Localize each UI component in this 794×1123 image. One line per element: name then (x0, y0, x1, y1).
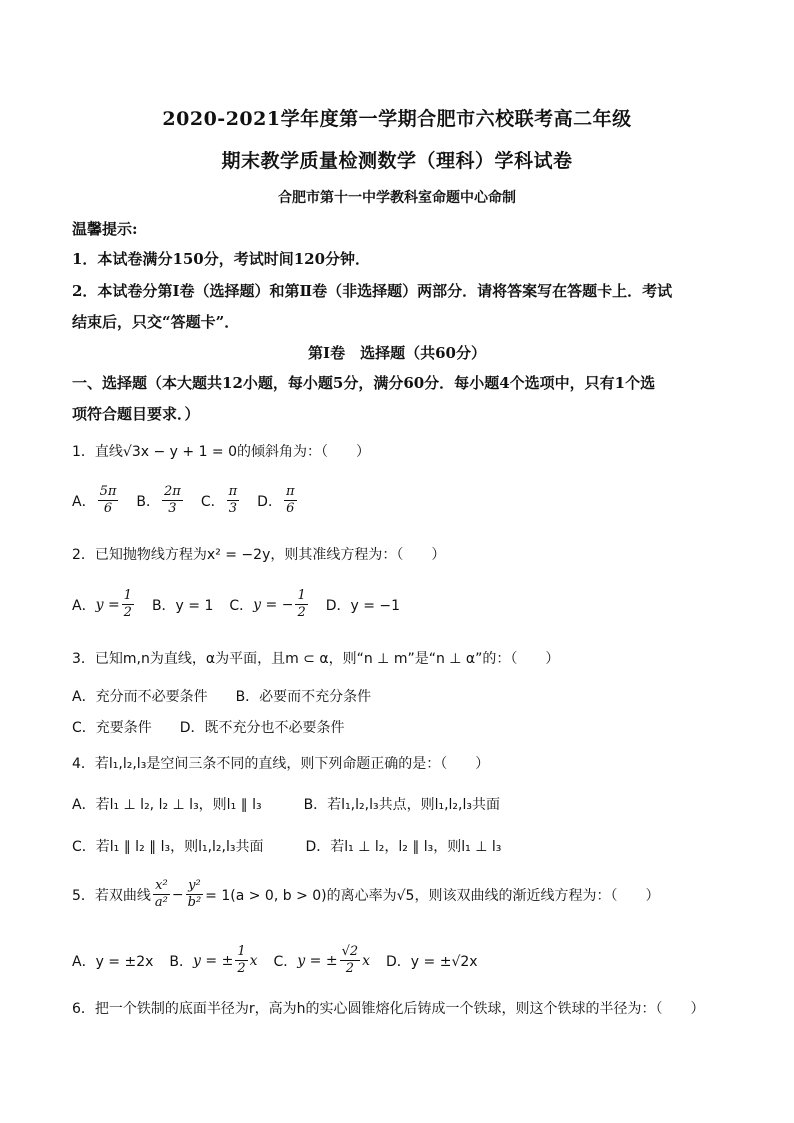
numerator: 5π (99, 484, 117, 499)
q1-option-d (257, 484, 298, 517)
fraction (295, 588, 307, 621)
section-heading: 第Ⅰ卷 选择题（共60分） (308, 344, 486, 362)
denominator: 3 (228, 501, 238, 516)
option-label: C． (273, 953, 298, 970)
question-4-stem: 4．若l₁,l₂,l₃是空间三条不同的直线，则下列命题正确的是：（ ） (72, 756, 490, 772)
math-text: x (249, 952, 258, 969)
q5-option-b (169, 944, 257, 977)
fraction (186, 878, 204, 911)
section-instruction-line1: 一、选择题（本大题共12小题，每小题5分，满分60分．每小题4个选项中，只有1个选 (72, 374, 656, 392)
q5-stem-suffix: = 1(a > 0, b > 0)的离心率为√5，则该双曲线的渐近线方程为：（ ） (205, 887, 660, 904)
fraction (162, 484, 183, 517)
section-instruction-line2: 项符合题目要求．） (72, 405, 200, 423)
numerator: y² (188, 878, 201, 893)
numerator: 1 (297, 588, 306, 603)
denominator: 2 (297, 605, 306, 620)
fraction (340, 944, 361, 977)
notes-item-2-line2: 结束后，只交“答题卡”． (72, 313, 240, 331)
question-3-stem: 3．已知m,n为直线，α为平面，且m ⊂ α，则“n ⊥ m”是“n ⊥ α”的：（ ） (72, 651, 560, 667)
question-5-stem (72, 878, 659, 911)
question-4-options-line1: A．若l₁ ⊥ l₂, l₂ ⊥ l₃，则l₁ ∥ l₃ B．若l₁,l₂,l₃共点，则l₁,l₂,l₃共面 (72, 797, 500, 813)
denominator: 2 (123, 605, 132, 620)
question-2-stem: 2．已知抛物线方程为x² = −2y，则其准线方程为：（ ） (72, 547, 446, 563)
q5-option-c (274, 944, 371, 977)
fraction (284, 484, 297, 517)
math-text: y = ± (297, 952, 338, 969)
q2-option-d: D．y = −1 (325, 597, 401, 614)
option-label: B． (136, 493, 161, 510)
q2-option-b: B．y = 1 (151, 597, 214, 614)
q5-option-a: A．y = ±2x (72, 953, 154, 970)
math-text: x (362, 952, 371, 969)
q5-stem-prefix: 5．若双曲线 (72, 887, 151, 904)
math-text: y = ± (193, 952, 234, 969)
notes-item-1: 1．本试卷满分150分，考试时间120分钟． (72, 250, 371, 268)
fraction (98, 484, 119, 517)
fraction (122, 588, 134, 621)
exam-subtitle: 合肥市第十一中学教科室命题中心命制 (278, 190, 516, 206)
q5-option-d: D．y = ±√2x (386, 953, 478, 970)
numerator: √2 (341, 944, 359, 959)
math-text: y = − (253, 596, 294, 613)
notes-item-2-line1: 2．本试卷分第Ⅰ卷（选择题）和第Ⅱ卷（非选择题）两部分．请将答案写在答题卡上．考试 (72, 282, 673, 300)
q1-option-a (72, 484, 120, 517)
fraction (153, 878, 170, 911)
minus-sign: − (171, 886, 184, 903)
fraction (235, 944, 247, 977)
question-2-options (72, 588, 416, 621)
denominator: 2 (345, 961, 354, 976)
question-6-stem: 6．把一个铁制的底面半径为r，高为h的实心圆锥熔化后铸成一个铁球，则这个铁球的半径为：（ ） (72, 1001, 705, 1017)
question-5-options (72, 944, 494, 977)
option-label: A． (72, 597, 96, 614)
numerator: 2π (164, 484, 181, 499)
exam-title-line1: 2020-2021学年度第一学期合肥市六校联考高二年级 (162, 108, 632, 130)
denominator: b² (187, 895, 202, 910)
notes-heading: 温馨提示: (72, 220, 138, 238)
fraction (227, 484, 240, 517)
q1-option-c (201, 484, 241, 517)
numerator: π (228, 484, 238, 499)
question-1-stem: 1．直线√3x − y + 1 = 0的倾斜角为：（ ） (72, 444, 371, 460)
question-4-options-line2: C．若l₁ ∥ l₂ ∥ l₃，则l₁,l₂,l₃共面 D．若l₁ ⊥ l₂，l₂ ∥ l₃，则l₁ ⊥ l₃ (72, 839, 502, 855)
numerator: 1 (123, 588, 132, 603)
option-label: B． (169, 953, 194, 970)
exam-title-line2: 期末教学质量检测数学（理科）学科试卷 (221, 150, 573, 172)
denominator: 6 (286, 501, 295, 516)
numerator: π (285, 484, 295, 499)
denominator: 2 (237, 961, 246, 976)
q2-option-a (72, 588, 136, 621)
option-label: C． (200, 493, 225, 510)
q1-option-b (136, 484, 184, 517)
question-1-options (72, 484, 315, 517)
option-label: D． (257, 493, 282, 510)
q2-option-c (229, 588, 309, 621)
denominator: 6 (103, 501, 113, 516)
numerator: 1 (237, 944, 246, 959)
denominator: a² (154, 895, 168, 910)
option-label: A． (72, 493, 96, 510)
question-3-options-line2: C．充要条件 D．既不充分也不必要条件 (72, 720, 345, 736)
question-3-options-line1: A．充分而不必要条件 B．必要而不充分条件 (72, 689, 372, 705)
math-text: y = (95, 596, 120, 613)
denominator: 3 (168, 501, 177, 516)
option-label: C． (229, 597, 254, 614)
numerator: x² (155, 878, 168, 893)
